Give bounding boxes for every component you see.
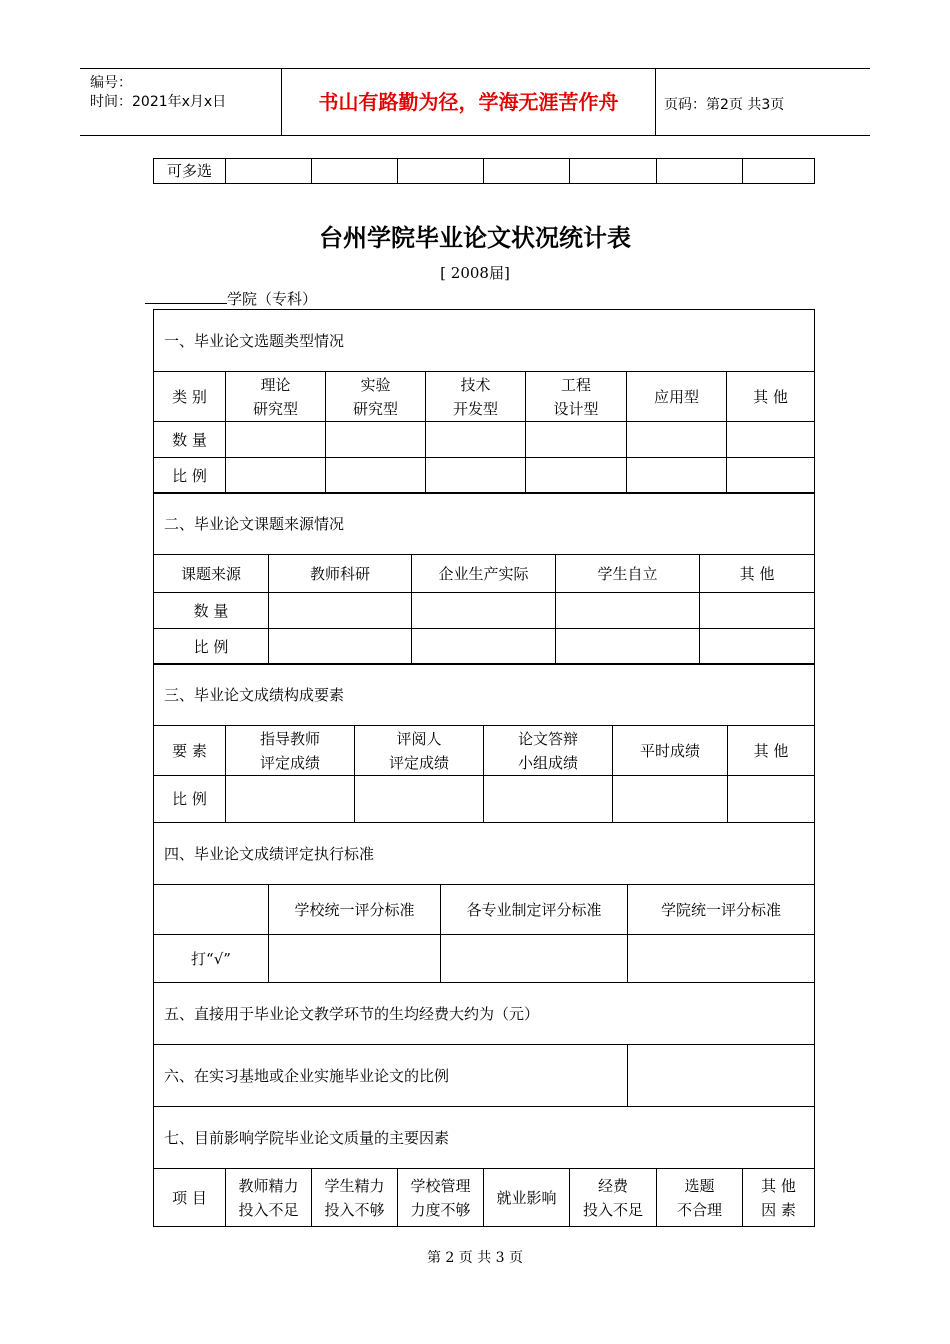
column-header: 论文答辩 小组成绩 bbox=[484, 726, 613, 776]
cell[interactable] bbox=[226, 159, 312, 184]
checkbox-cell[interactable] bbox=[441, 935, 628, 983]
column-header: 就业影响 bbox=[484, 1169, 570, 1227]
input-cell[interactable] bbox=[226, 458, 326, 494]
column-header: 要 素 bbox=[154, 726, 226, 776]
header-divider bbox=[655, 68, 656, 136]
column-header: 其 他 bbox=[700, 555, 815, 593]
input-cell[interactable] bbox=[269, 629, 412, 665]
checkbox-cell[interactable] bbox=[269, 935, 441, 983]
input-cell[interactable] bbox=[226, 422, 326, 458]
input-cell[interactable] bbox=[727, 458, 815, 494]
column-header: 技术 开发型 bbox=[426, 372, 526, 422]
column-header: 项 目 bbox=[154, 1169, 226, 1227]
input-cell[interactable] bbox=[613, 776, 728, 823]
section-4-table bbox=[153, 822, 815, 983]
column-header: 其 他 因 素 bbox=[743, 1169, 815, 1227]
section-6-heading: 六、在实习基地或企业实施毕业论文的比例 bbox=[154, 1045, 628, 1107]
input-cell[interactable] bbox=[628, 1045, 815, 1107]
column-header: 经费 投入不足 bbox=[570, 1169, 657, 1227]
section-2-heading: 二、毕业论文课题来源情况 bbox=[154, 493, 815, 555]
cell[interactable] bbox=[484, 159, 570, 184]
checkbox-cell[interactable] bbox=[628, 935, 815, 983]
previous-table-fragment bbox=[153, 158, 815, 184]
section-2-table bbox=[153, 492, 815, 665]
column-header: 选题 不合理 bbox=[657, 1169, 743, 1227]
page-subtitle: [ 2008届] bbox=[440, 264, 510, 282]
section-7-heading: 七、目前影响学院毕业论文质量的主要因素 bbox=[154, 1107, 815, 1169]
input-cell[interactable] bbox=[326, 422, 426, 458]
number-label: 编号： bbox=[90, 75, 132, 91]
column-header: 学生自立 bbox=[556, 555, 700, 593]
section-1-table bbox=[153, 309, 815, 494]
column-header: 学校统一评分标准 bbox=[269, 885, 441, 935]
column-header: 平时成绩 bbox=[613, 726, 728, 776]
section-3-heading: 三、毕业论文成绩构成要素 bbox=[154, 664, 815, 726]
input-cell[interactable] bbox=[412, 593, 556, 629]
input-cell[interactable] bbox=[526, 458, 627, 494]
page-title: 台州学院毕业论文状况统计表 bbox=[319, 224, 631, 252]
page-footer: 第 2 页 共 3 页 bbox=[426, 1250, 524, 1266]
college-blank[interactable] bbox=[145, 289, 227, 304]
input-cell[interactable] bbox=[355, 776, 484, 823]
cell[interactable] bbox=[398, 159, 484, 184]
page-info: 页码：第2页 共3页 bbox=[664, 97, 785, 113]
input-cell[interactable] bbox=[556, 593, 700, 629]
input-cell[interactable] bbox=[556, 629, 700, 665]
row-header: 打“√” bbox=[154, 935, 269, 983]
column-header: 学校管理 力度不够 bbox=[398, 1169, 484, 1227]
column-header: 教师科研 bbox=[269, 555, 412, 593]
section-5-6-table bbox=[153, 982, 815, 1107]
column-header: 企业生产实际 bbox=[412, 555, 556, 593]
input-cell[interactable] bbox=[426, 458, 526, 494]
section-1-heading: 一、毕业论文选题类型情况 bbox=[154, 310, 815, 372]
column-header: 工程 设计型 bbox=[526, 372, 627, 422]
input-cell[interactable] bbox=[426, 422, 526, 458]
column-header: 应用型 bbox=[627, 372, 727, 422]
input-cell[interactable] bbox=[226, 776, 355, 823]
input-cell[interactable] bbox=[484, 776, 613, 823]
input-cell[interactable] bbox=[728, 776, 815, 823]
input-cell[interactable] bbox=[700, 593, 815, 629]
column-header: 实验 研究型 bbox=[326, 372, 426, 422]
column-header: 理论 研究型 bbox=[226, 372, 326, 422]
column-header: 学院统一评分标准 bbox=[628, 885, 815, 935]
cell[interactable] bbox=[743, 159, 815, 184]
input-cell[interactable] bbox=[700, 629, 815, 665]
college-suffix: 学院（专科） bbox=[227, 290, 318, 308]
section-7-table bbox=[153, 1106, 815, 1227]
section-5-heading: 五、直接用于毕业论文教学环节的生均经费大约为（元） bbox=[154, 983, 815, 1045]
row-header: 数 量 bbox=[154, 422, 226, 458]
column-header: 类 别 bbox=[154, 372, 226, 422]
column-header: 指导教师 评定成绩 bbox=[226, 726, 355, 776]
cell[interactable] bbox=[570, 159, 657, 184]
time-label: 时间：2021年x月x日 bbox=[90, 94, 227, 110]
column-header: 教师精力 投入不足 bbox=[226, 1169, 312, 1227]
input-cell[interactable] bbox=[627, 458, 727, 494]
header-bottom-rule bbox=[80, 135, 870, 136]
column-header: 其 他 bbox=[727, 372, 815, 422]
header-top-rule bbox=[80, 68, 870, 69]
column-header: 课题来源 bbox=[154, 555, 269, 593]
column-header: 各专业制定评分标准 bbox=[441, 885, 628, 935]
column-header: 其 他 bbox=[728, 726, 815, 776]
row-header: 数 量 bbox=[154, 593, 269, 629]
college-line bbox=[145, 288, 317, 309]
input-cell[interactable] bbox=[269, 593, 412, 629]
row-header: 比 例 bbox=[154, 629, 269, 665]
cell[interactable] bbox=[312, 159, 398, 184]
input-cell[interactable] bbox=[727, 422, 815, 458]
column-header: 评阅人 评定成绩 bbox=[355, 726, 484, 776]
input-cell[interactable] bbox=[412, 629, 556, 665]
section-4-heading: 四、毕业论文成绩评定执行标准 bbox=[154, 823, 815, 885]
column-header: 学生精力 投入不够 bbox=[312, 1169, 398, 1227]
fragment-label: 可多选 bbox=[154, 159, 226, 184]
blank-header bbox=[154, 885, 269, 935]
row-header: 比 例 bbox=[154, 776, 226, 823]
header-motto: 书山有路勤为径，学海无涯苦作舟 bbox=[318, 90, 619, 114]
input-cell[interactable] bbox=[526, 422, 627, 458]
section-3-table bbox=[153, 663, 815, 823]
input-cell[interactable] bbox=[326, 458, 426, 494]
cell[interactable] bbox=[657, 159, 743, 184]
row-header: 比 例 bbox=[154, 458, 226, 494]
input-cell[interactable] bbox=[627, 422, 727, 458]
